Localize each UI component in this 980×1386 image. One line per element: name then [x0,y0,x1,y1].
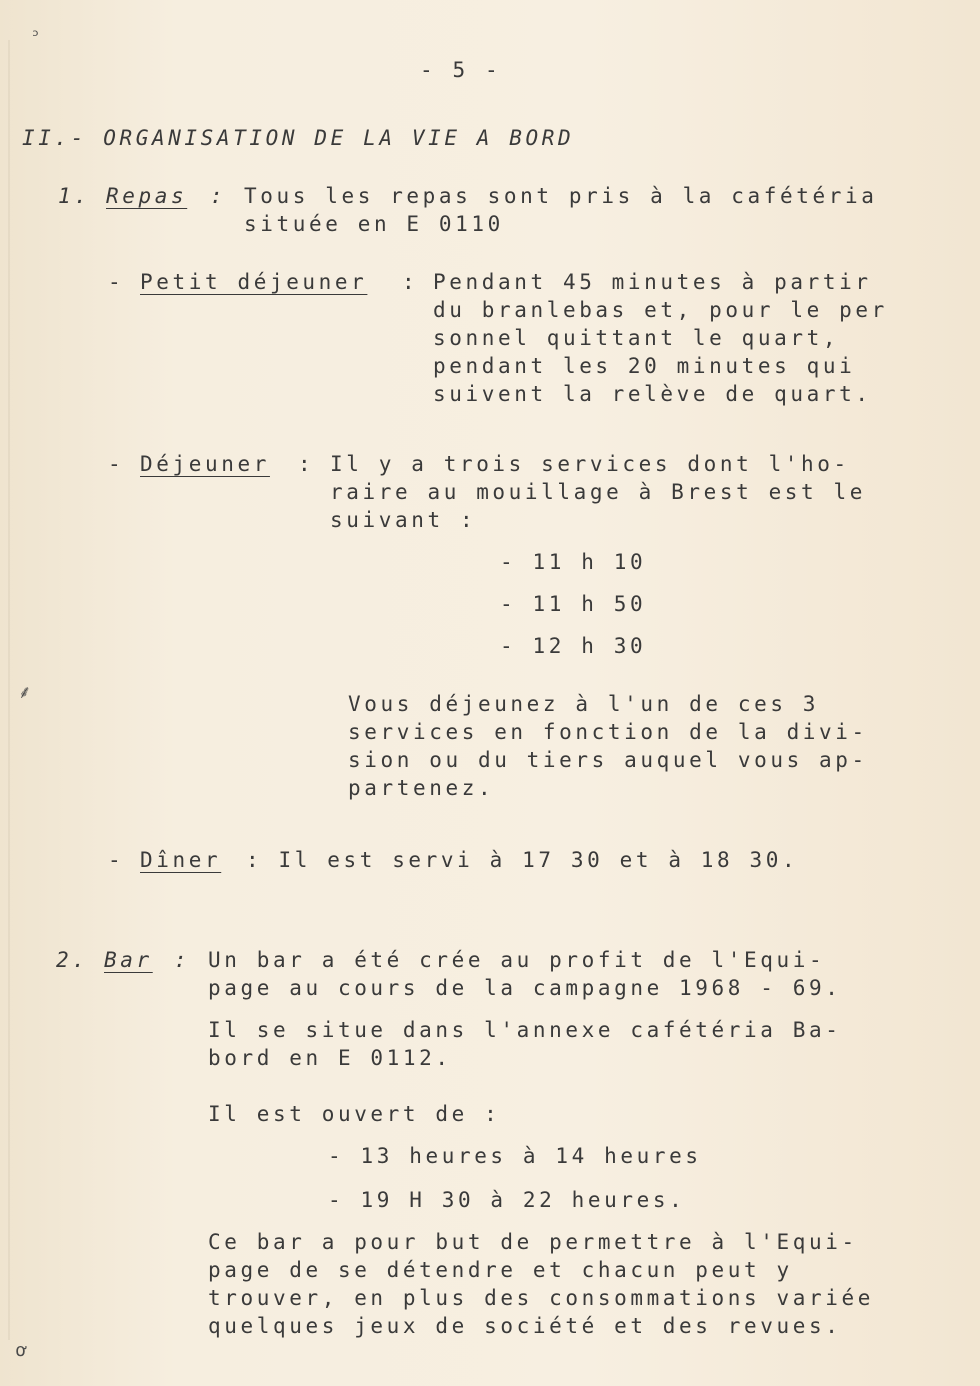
dejeuner-note-line: Vous déjeunez à l'un de ces 3 [348,692,820,716]
margin-mark: ⸙ [18,682,32,703]
petit-dejeuner-line: Pendant 45 minutes à partir [433,270,872,294]
petit-dejeuner-colon: : [402,270,419,294]
bar-number: 2. [56,948,89,972]
bar-heading: Bar [104,948,153,972]
bar-line: quelques jeux de société et des revues. [208,1314,842,1338]
repas-line: située en E 0110 [244,212,504,236]
bar-line: bord en E 0112. [208,1046,452,1070]
margin-mark: ơ [16,1340,27,1361]
dejeuner-heading: Déjeuner [140,452,270,476]
bar-line: Ce bar a pour but de permettre à l'Equi- [208,1230,858,1254]
petit-dejeuner-line: suivent la relève de quart. [433,382,872,406]
diner-dash: - [108,848,125,872]
diner-heading: Dîner [140,848,222,872]
bar-hours: - 19 H 30 à 22 heures. [328,1188,686,1212]
bar-line: trouver, en plus des consommations variée [208,1286,874,1310]
margin-mark: ᵓ [30,26,41,47]
dejeuner-note-line: sion ou du tiers auquel vous ap- [348,748,868,772]
section-title: II.- ORGANISATION DE LA VIE A BORD [22,126,575,150]
petit-dejeuner-line: du branlebas et, pour le per [433,298,888,322]
page-edge-shadow [8,40,10,1340]
dejeuner-note-line: services en fonction de la divi- [348,720,868,744]
dejeuner-colon: : [298,452,315,476]
dejeuner-dash: - [108,452,125,476]
dejeuner-note-line: partenez. [348,776,495,800]
dejeuner-line: raire au mouillage à Brest est le [330,480,867,504]
petit-dejeuner-dash: - [108,270,125,294]
bar-open-label: Il est ouvert de : [208,1102,501,1126]
bleed-through-texture [540,100,840,120]
bar-colon: : [174,948,191,972]
repas-number: 1. [58,184,91,208]
repas-line: Tous les repas sont pris à la cafétéria [244,184,878,208]
bar-line: Il se situe dans l'annexe cafétéria Ba- [208,1018,842,1042]
service-time: - 12 h 30 [500,634,647,658]
page-number: - 5 - [420,58,502,82]
petit-dejeuner-heading: Petit déjeuner [140,270,368,294]
service-time: - 11 h 50 [500,592,647,616]
bar-hours: - 13 heures à 14 heures [328,1144,702,1168]
dejeuner-line: Il y a trois services dont l'ho- [330,452,850,476]
petit-dejeuner-line: sonnel quittant le quart, [433,326,840,350]
dejeuner-line: suivant : [330,508,477,532]
diner-text: : Il est servi à 17 30 et à 18 30. [246,848,799,872]
petit-dejeuner-line: pendant les 20 minutes qui [433,354,856,378]
repas-heading: Repas [106,184,188,208]
bar-line: page de se détendre et chacun peut y [208,1258,793,1282]
bar-line: page au cours de la campagne 1968 - 69. [208,976,842,1000]
bar-line: Un bar a été crée au profit de l'Equi- [208,948,826,972]
repas-colon: : [210,184,227,208]
service-time: - 11 h 10 [500,550,647,574]
